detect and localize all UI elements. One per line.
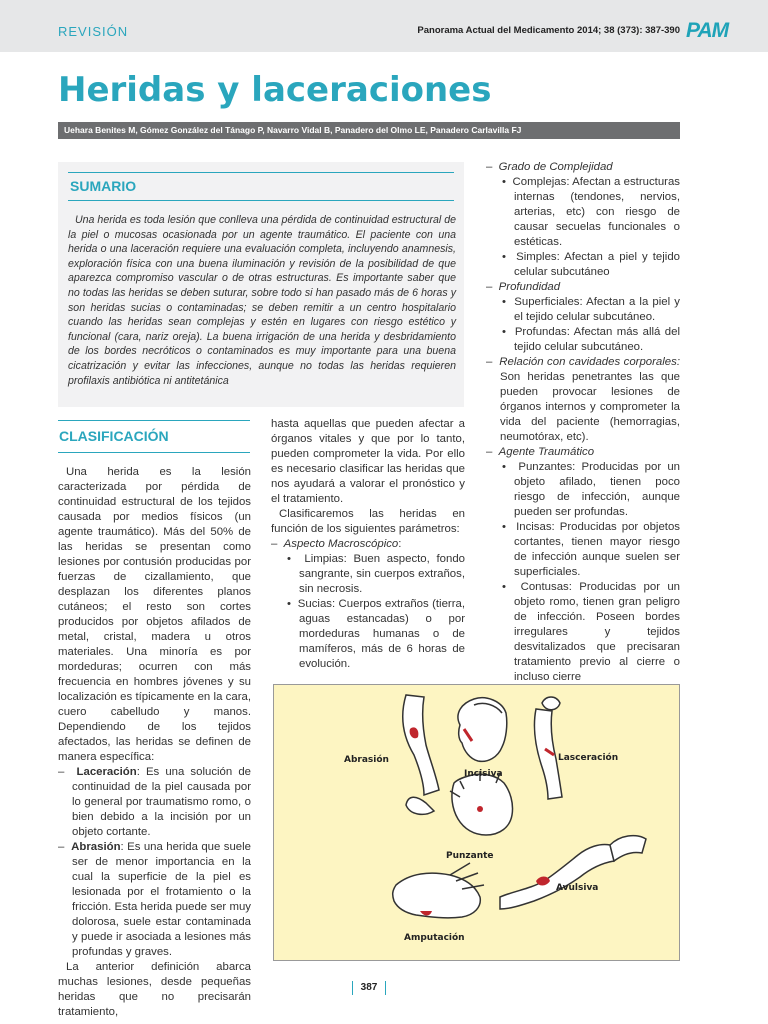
aspecto-heading: – Aspecto Macroscópico: [271,538,402,550]
agente-item: • Contusas: Producidas por un objeto romo, tienen gran peligro de infección. Poseen bordes irregulares y tejidos desvitalizados que precisaran tratamiento previo al cierre o incluso cierre [502,581,680,683]
intro-paragraph: Una herida es la lesión caracterizada por pérdida de continuidad estructural de los tejidos causada por medios físicos (un agente traumático). Más del 50% de las heridas se presentan como lesiones por contusión producidas por fuerzas de cizallamiento, que desplazan los diferentes planos cutáneos; el resto son cortes producidos por objetos afilados de metal, cristal, madera u otros materiales. Una minoría es por mordeduras; ocurren con más frecuencia en hombres jóvenes y su localización es típicamente en la cara, cuero cabelludo y manos. Dependiendo de los tejidos afectados, las heridas se definen de manera específica: [58,466,251,763]
agente-heading: – Agente Traumático [486,446,595,458]
column-2 [271,417,465,672]
journal-reference: Panorama Actual del Medicamento 2014; 38 (373): 387-390 [417,25,680,36]
abrasion-term: Abrasión [71,841,121,853]
complejidad-item: • Simples: Afectan a piel y tejido celular subcutáneo [502,251,680,278]
profundidad-item: • Profundas: Afectan más allá del tejido celular subcutáneo. [502,326,680,353]
complejidad-item: • Complejas: Afectan a estructuras internas (tendones, nervios, arterias, etc) con riesgo de causar secuelas funcionales o estéticas. [502,176,680,248]
aspecto-item: • Sucias: Cuerpos extraños (tierra, aguas estancadas) o por mordeduras humanas o de mamíferos, más de 6 horas de evolución. [287,598,465,670]
agente-item: • Incisas: Producidas por objetos cortantes, tienen mayor riesgo de infección aunque suelen ser superficiales. [502,521,680,578]
laceracion-label: Lasceración [558,753,619,763]
definition-paragraph: La anterior definición abarca muchas lesiones, desde pequeñas heridas que no precisarán tratamiento, [58,961,251,1018]
agente-item: • Punzantes: Producidas por un objeto afilado, tienen poco riesgo de infección, aunque pueden ser profundas. [502,461,680,518]
column-3 [486,160,680,685]
continuation-paragraph: hasta aquellas que pueden afectar a órganos vitales y que por lo tanto, pueden comprometer la vida. Por ello es necesario clasificar las heridas que nos ayudará a valorar el pronóstico y el tratamiento. [271,418,465,505]
wound-types-illustration [273,684,680,961]
section-heading-rule [58,452,250,453]
wound-drawings [274,685,679,960]
laceracion-item: – Laceración: Es una solución de continuidad de la piel causada por lo general por traumatismo romo, o bien debido a la incisión por un objeto cortante. [58,766,251,838]
amputacion-label: Amputación [404,933,465,943]
abrasion-label: Abrasión [344,755,389,765]
abrasion-item: – Abrasión: Es una herida que suele ser de menor importancia en la cual la superficie de la piel es lesionada por el frotamiento o la fricción. Esta herida puede ser muy dolorosa, suele estar contaminada y puede ir asociada a lesiones más profundas y graves. [58,841,251,958]
profundidad-heading: – Profundidad [486,281,561,293]
avulsiva-label: Avulsiva [556,883,599,893]
laceracion-arm-drawing [534,697,562,799]
punzante-label: Punzante [446,851,494,861]
author-bar: Uehara Benites M, Gómez González del Tánago P, Navarro Vidal B, Panadero del Olmo LE, Panadero Carlavilla FJ [58,122,680,139]
abrasion-text: : Es una herida que suele ser de menor importancia en la cual la superficie de la piel es lesionada por el frotamiento o la fricción. Esta herida puede ser muy dolorosa, suele estar contaminada y puede ir asociada a lesiones más profundas y graves. [72,841,251,958]
summary-text: Una herida es toda lesión que conlleva una pérdida de continuidad estructural de la piel o mucosas ocasionada por un agente traumático. El paciente con una herida o una laceración requiere una evaluación completa, incluyendo anamnesis, exploración física con una buena iluminación y revisión de la posibilidad de que aparezca compromiso vascular o de otras estructuras. Es importante saber que no todas las heridas se deben suturar, sobre todo si han pasado más de 6 horas y son heridas sucias o contaminadas; se deben remitir a un centro hospitalario cuando las heridas sean complejas y estén en lugares con riesgo estético y funcional (cara, nariz oreja). La buena irrigación de una herida y desbridamiento de los bordes necróticos o contaminados es muy importante para una buena cicatrización y evitar las infecciones, aunque no todas las heridas requieren profilaxis antibiótica ni antitetánica [68,214,456,387]
punzante-hand-drawing [450,771,513,835]
relacion-item: – Relación con cavidades corporales: Son heridas penetrantes las que pueden provocar lesiones de órganos internos y comprometer la vida del paciente (hemorragias, neumotórax, etc). [486,356,680,443]
abrasion-arm-drawing [403,695,439,814]
laceracion-term: Laceración [76,766,137,778]
profundidad-item: • Superficiales: Afectan a la piel y el tejido celular subcutáneo. [502,296,680,323]
column-1 [58,465,251,1020]
avulsiva-leg-drawing [500,836,646,909]
article-title: Heridas y laceraciones [58,70,492,110]
summary-heading-rule [68,200,454,201]
journal-logo: PAM [686,19,729,42]
amputacion-hand-drawing [393,863,484,918]
section-top-rule [58,420,250,421]
punzante-wound-mark [477,806,483,812]
summary-heading: SUMARIO [70,178,137,194]
section-heading: CLASIFICACIÓN [59,428,169,444]
page-number: 387 [352,981,386,995]
summary-box [58,162,464,407]
incisiva-label: Incisiva [464,769,503,779]
complejidad-heading: – Grado de Complejidad [486,161,613,173]
section-tag: REVISIÓN [58,24,129,39]
parameters-intro: Clasificaremos las heridas en función de los siguientes parámetros: [271,508,465,535]
laceracion-text: : Es una solución de continuidad de la piel causada por lo general por traumatismo romo, o bien debido a la incisión por un objeto cortante. [72,766,251,838]
summary-top-rule [68,172,454,173]
aspecto-item: • Limpias: Buen aspecto, fondo sangrante, sin cuerpos extraños, sin necrosis. [287,553,465,595]
